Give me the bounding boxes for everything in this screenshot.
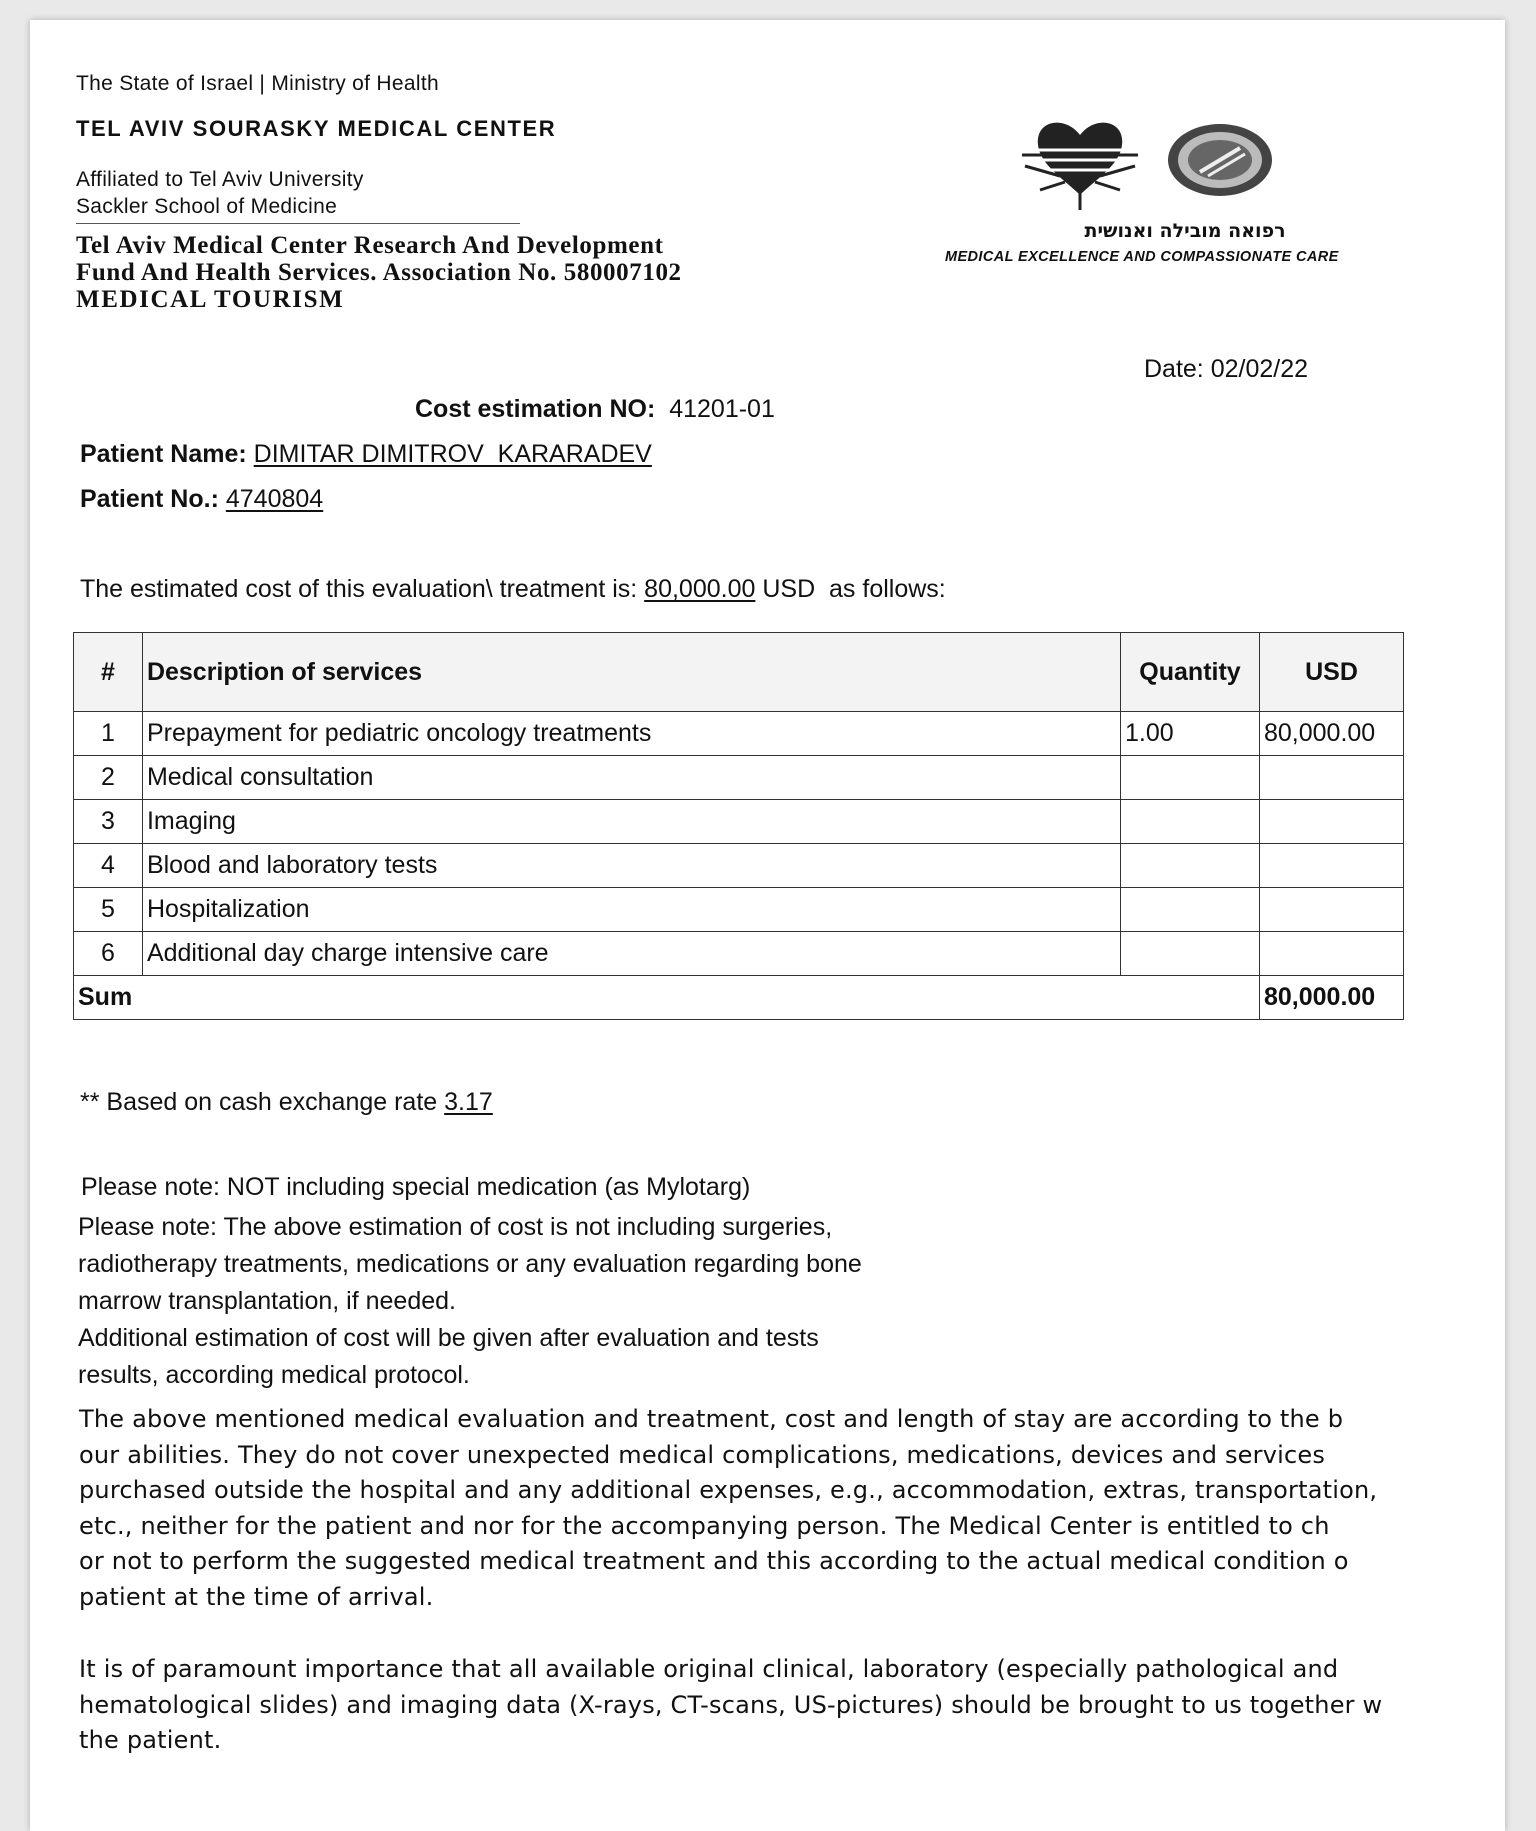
affiliation-line: Affiliated to Tel Aviv University [76, 168, 364, 191]
patient-name-value: DIMITAR DIMITROV KARARADEV [253, 440, 652, 468]
header-num: # [74, 633, 143, 712]
row-quantity [1121, 800, 1260, 844]
fund-line-2: Fund And Health Services. Association No. 580007102 [76, 259, 682, 286]
sum-value: 80,000.00 [1259, 976, 1403, 1020]
patient-number-label: Patient No.: [80, 485, 219, 513]
row-description: Additional day charge intensive care [142, 932, 1120, 976]
row-usd [1259, 844, 1403, 888]
estimate-value: 41201-01 [669, 395, 775, 423]
row-num: 4 [74, 844, 143, 888]
date-value: 02/02/22 [1210, 355, 1309, 383]
cost-amount: 80,000.00 [644, 575, 756, 603]
document-page [30, 20, 1505, 1831]
exchange-label: ** Based on cash exchange rate [80, 1088, 438, 1116]
estimated-cost-line [80, 575, 946, 604]
row-description: Hospitalization [142, 888, 1120, 932]
patient-number-field [80, 485, 323, 514]
row-num: 3 [74, 800, 143, 844]
sum-label: Sum [74, 976, 1260, 1020]
table-row [74, 756, 1404, 800]
date-field [1144, 355, 1308, 384]
hospital-name: TEL AVIV SOURASKY MEDICAL CENTER [76, 116, 557, 141]
row-num: 5 [74, 888, 143, 932]
row-quantity: 1.00 [1121, 712, 1260, 756]
department-line: MEDICAL TOURISM [76, 286, 345, 313]
row-usd [1259, 800, 1403, 844]
seal-emblem-icon [1168, 124, 1272, 196]
table-row [74, 844, 1404, 888]
heart-emblem-icon [1022, 123, 1138, 210]
note-estimation: Please note: The above estimation of cost is not including surgeries, radiotherapy treatments, medications or any evaluation regarding bone marrow transplantation, if needed. Additional estimation of cost will be given after evaluation and tests results, according medical protocol. [78, 1213, 862, 1389]
row-description: Prepayment for pediatric oncology treatments [142, 712, 1120, 756]
services-table [73, 632, 1404, 1020]
school-line: Sackler School of Medicine [76, 195, 338, 218]
disclaimer-paragraph: The above mentioned medical evaluation and treatment, cost and length of stay are according to the b our abilities. They do not cover unexpected medical complications, medications, devices and services purchased outside the hospital and any additional expenses, e.g., accommodation, extras, transportation, etc., neither for the patient and nor for the accompanying person. The Medical Center is entitled to ch or not to perform the suggested medical treatment and this according to the actual medical condition o patient at the time of arrival. [79, 1405, 1378, 1611]
table-header-row [74, 633, 1404, 712]
hebrew-tagline: רפואה מובילה ואנושית [1084, 220, 1286, 242]
row-usd [1259, 756, 1403, 800]
header-divider [76, 223, 520, 224]
cost-suffix: USD as follows: [762, 575, 946, 603]
cost-prefix: The estimated cost of this evaluation\ treatment is: [80, 575, 638, 603]
note-medication: Please note: NOT including special medication (as Mylotarg) [81, 1173, 751, 1201]
date-label: Date: [1144, 355, 1204, 383]
hospital-logos [1020, 110, 1440, 230]
exchange-rate-line [80, 1088, 493, 1117]
row-quantity [1121, 756, 1260, 800]
tagline: MEDICAL EXCELLENCE AND COMPASSIONATE CARE [945, 249, 1339, 265]
row-quantity [1121, 888, 1260, 932]
row-usd [1259, 932, 1403, 976]
patient-number-value: 4740804 [225, 485, 324, 513]
estimate-number [415, 395, 775, 424]
row-num: 2 [74, 756, 143, 800]
row-usd [1259, 888, 1403, 932]
header-description: Description of services [142, 633, 1120, 712]
row-description: Blood and laboratory tests [142, 844, 1120, 888]
table-row [74, 712, 1404, 756]
table-row [74, 888, 1404, 932]
header-usd: USD [1259, 633, 1403, 712]
sum-row [74, 976, 1404, 1020]
fund-line-1: Tel Aviv Medical Center Research And Development [76, 232, 664, 259]
importance-paragraph: It is of paramount importance that all available original clinical, laboratory (especially pathological and hematological slides) and imaging data (X-rays, CT-scans, US-pictures) should be brought to us together w the patient. [79, 1655, 1383, 1754]
table-row [74, 932, 1404, 976]
row-num: 6 [74, 932, 143, 976]
row-quantity [1121, 932, 1260, 976]
table-row [74, 800, 1404, 844]
row-quantity [1121, 844, 1260, 888]
row-description: Medical consultation [142, 756, 1120, 800]
ministry-line: The State of Israel | Ministry of Health [76, 72, 439, 95]
row-usd: 80,000.00 [1259, 712, 1403, 756]
header-quantity: Quantity [1121, 633, 1260, 712]
estimate-label: Cost estimation NO: [415, 395, 656, 423]
patient-name-label: Patient Name: [80, 440, 247, 468]
exchange-value: 3.17 [444, 1088, 493, 1116]
row-num: 1 [74, 712, 143, 756]
patient-name-field [80, 440, 652, 469]
row-description: Imaging [142, 800, 1120, 844]
